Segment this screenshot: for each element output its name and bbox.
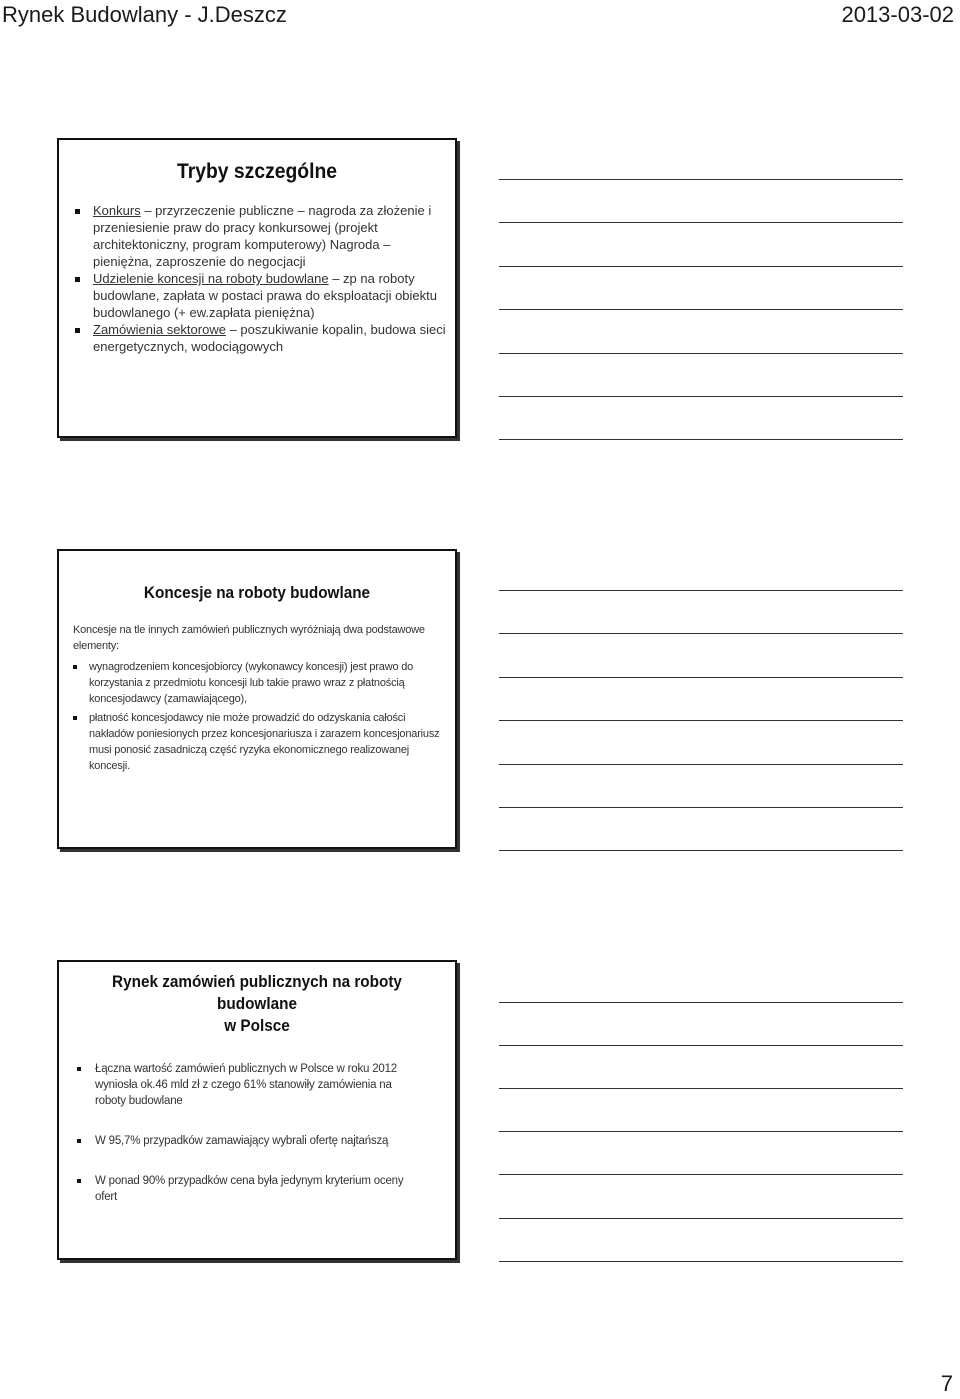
slide-rynek-zamowien: [57, 960, 457, 1260]
note-line: [499, 1218, 903, 1219]
bullet-list: [59, 1061, 455, 1205]
slide-tryby-szczegolne: [57, 138, 457, 438]
note-line: [499, 807, 903, 808]
list-item: [59, 270, 447, 321]
note-line: [499, 396, 903, 397]
note-line: [499, 1002, 903, 1003]
note-line: [499, 266, 903, 267]
slide-koncesje: [57, 549, 457, 849]
note-line: [499, 439, 903, 440]
slide-title: [79, 971, 435, 1037]
note-line: [499, 1261, 903, 1262]
slide-title-line1: Rynek zamówień publicznych na roboty budowlane: [112, 972, 402, 1013]
slide-title-line2: w Polsce: [224, 1016, 290, 1035]
item-text: – zp na roboty budowlane, zapłata w postaci prawa do eksploatacji obiektu budowlanego (+ ew.zapłata pieniężna): [93, 271, 437, 320]
list-item: płatność koncesjodawcy nie może prowadzić do odzyskania całości nakładów poniesionych przez koncesjonariusza i zarazem koncesjonariusz musi ponosić zasadniczą część ryzyka ekonomicznego realizowanej koncesji.: [59, 710, 445, 774]
slide-title: Tryby szczególne: [177, 160, 337, 183]
list-item: [59, 202, 447, 270]
note-line: [499, 1174, 903, 1175]
item-text: – poszukiwanie kopalin, budowa sieci energetycznych, wodociągowych: [93, 322, 446, 354]
note-line: [499, 590, 903, 591]
slide-title: Koncesje na roboty budowlane: [143, 583, 371, 602]
page-number: 7: [940, 1371, 953, 1396]
item-text: – przyrzeczenie publiczne – nagroda za złożenie i przeniesienie praw do pracy konkursowej (projekt architektoniczny, program komputerowy) Nagroda – pieniężna, zaproszenie do negocjacji: [93, 203, 432, 269]
note-line: [499, 1045, 903, 1046]
note-line: [499, 850, 903, 851]
note-line: [499, 179, 903, 180]
bullet-list: [59, 659, 455, 774]
note-line: [499, 353, 903, 354]
note-line: [499, 764, 903, 765]
bullet-list: [59, 202, 455, 355]
note-line: [499, 1088, 903, 1089]
list-item: [59, 321, 447, 355]
list-item: wynagrodzeniem koncesjobiorcy (wykonawcy koncesji) jest prawo do korzystania z przedmiotu koncesji lub takie prawo wraz z płatnością koncesjodawcy (zamawiającego),: [59, 659, 445, 707]
term-konkurs: Konkurs: [93, 203, 141, 218]
note-line: [499, 1131, 903, 1132]
note-line: [499, 633, 903, 634]
list-item: W 95,7% przypadków zamawiający wybrali ofertę najtańszą: [59, 1133, 415, 1149]
list-item: Łączna wartość zamówień publicznych w Polsce w roku 2012 wyniosła ok.46 mld zł z czego 61% stanowiły zamówienia na roboty budowlane: [59, 1061, 415, 1109]
note-line: [499, 677, 903, 678]
document-date: 2013-03-02: [841, 2, 954, 27]
document-title: Rynek Budowlany - J.Deszcz: [2, 2, 287, 27]
slide-intro: Koncesje na tle innych zamówień publicznych wyróżniają dwa podstawowe elementy:: [73, 624, 425, 652]
note-line: [499, 720, 903, 721]
term-zamowienia-sektorowe: Zamówienia sektorowe: [93, 322, 226, 337]
note-line: [499, 309, 903, 310]
note-line: [499, 222, 903, 223]
list-item: W ponad 90% przypadków cena była jedynym kryterium oceny ofert: [59, 1173, 415, 1205]
term-koncesja: Udzielenie koncesji na roboty budowlane: [93, 271, 329, 286]
